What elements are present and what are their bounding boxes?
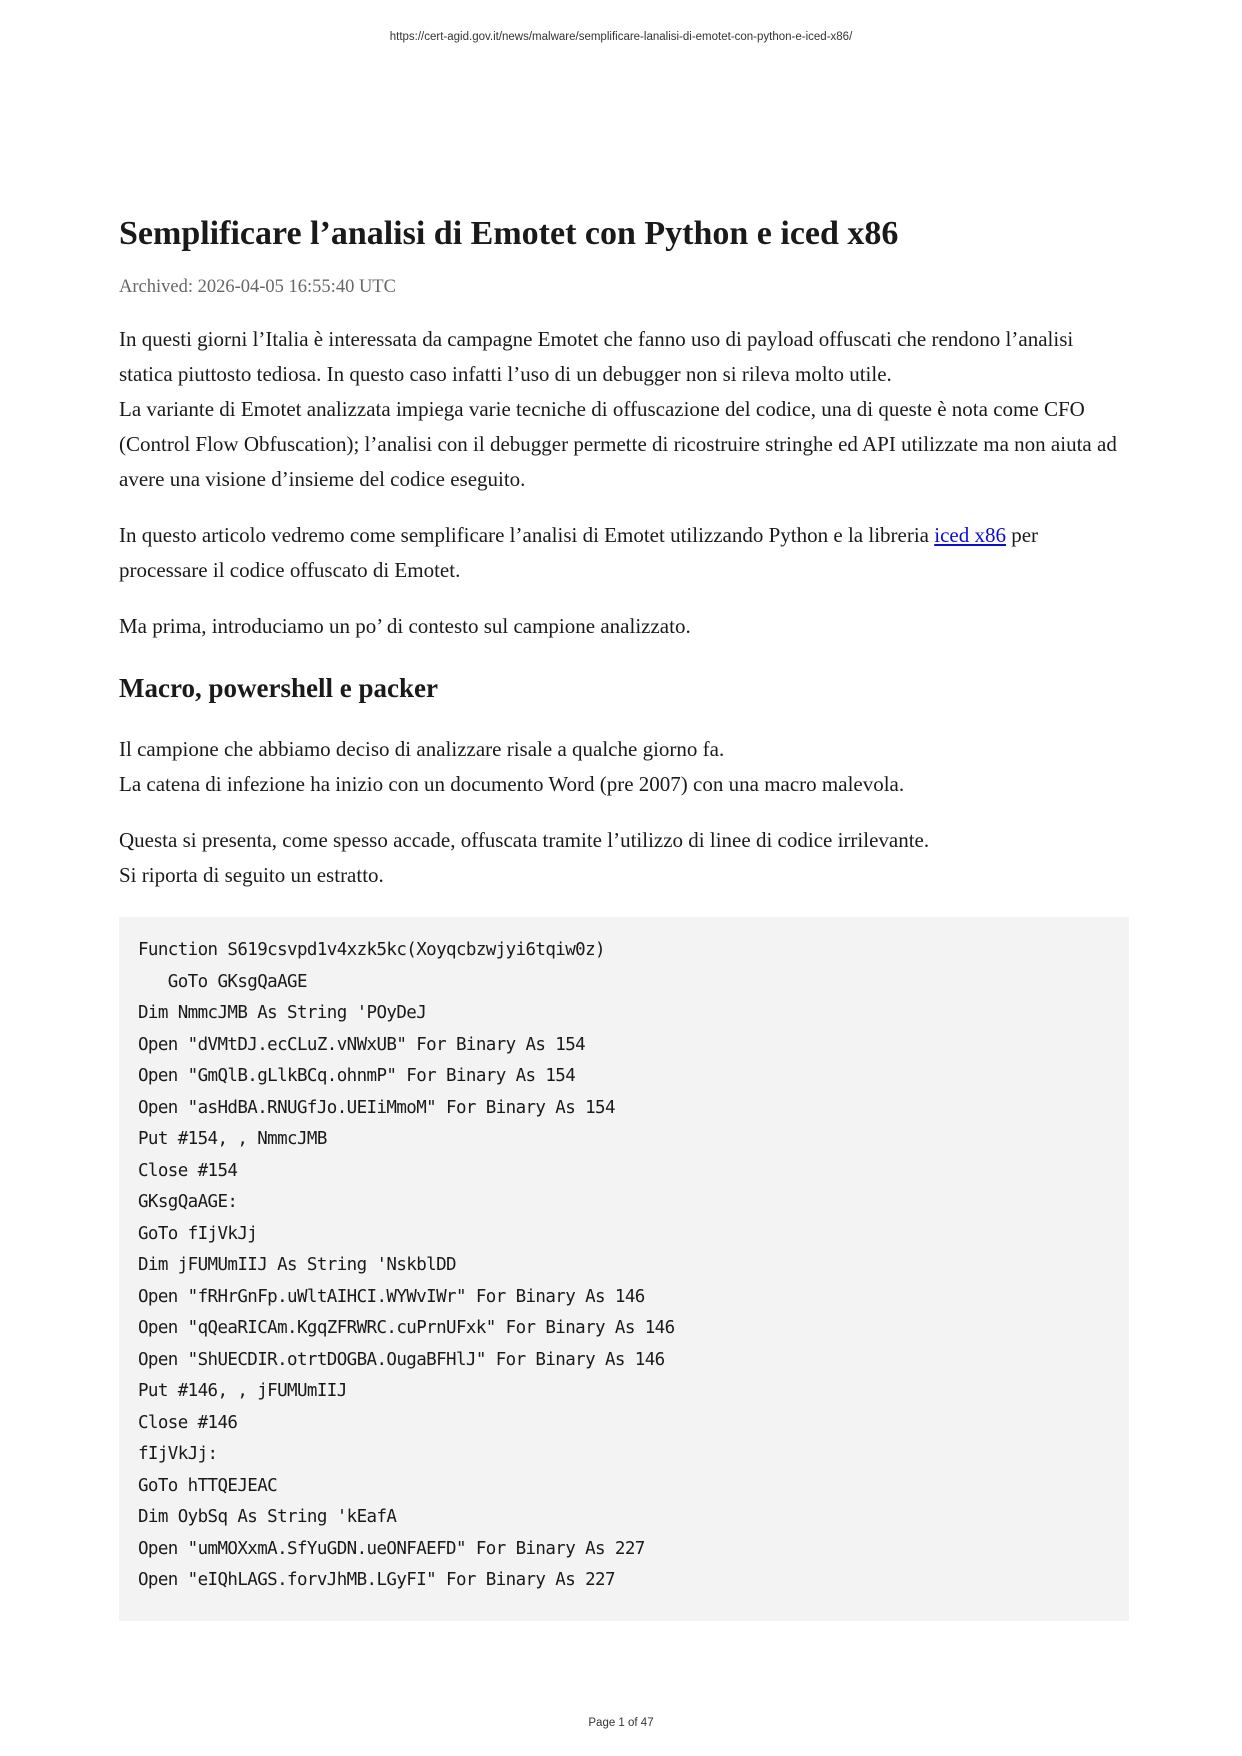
obfuscation-line-2: Si riporta di seguito un estratto. — [119, 863, 384, 887]
code-line: Open "dVMtDJ.ecCLuZ.vNWxUB" For Binary As 154 — [138, 1034, 586, 1055]
code-line: Open "ShUECDIR.otrtDOGBA.OugaBFHlJ" For Binary As 146 — [138, 1349, 665, 1370]
code-line: Put #154, , NmmcJMB — [138, 1129, 327, 1149]
context-paragraph: Ma prima, introduciamo un po’ di contesto sul campione analizzato. — [119, 614, 691, 638]
obfuscation-line-1: Questa si presenta, come spesso accade, offuscata tramite l’utilizzo di linee di codice irrilevante. — [119, 828, 930, 852]
code-line: fIjVkJj: — [138, 1444, 218, 1464]
sample-line-2: La catena di infezione ha inizio con un documento Word (pre 2007) con una macro malevola. — [119, 772, 905, 796]
code-line: GKsgQaAGE: — [138, 1192, 238, 1212]
iced-x86-link[interactable]: iced x86 — [934, 523, 1006, 547]
page-url-header: https://cert-agid.gov.it/news/malware/semplificare-lanalisi-di-emotet-con-python-e-iced-x86/ — [389, 31, 853, 43]
code-line: Open "asHdBA.RNUGfJo.UEIiMmoM" For Binary As 154 — [138, 1097, 615, 1118]
purpose-text-after-link: per processare il codice offuscato di Emotet. — [119, 523, 1039, 582]
article-content — [119, 212, 1129, 1621]
article-title: Semplificare l’analisi di Emotet con Python e iced x86 — [119, 215, 899, 252]
code-line: Open "fRHrGnFp.uWltAIHCI.WYWvIWr" For Binary As 146 — [138, 1286, 645, 1307]
code-line: Open "qQeaRICAm.KgqZFRWRC.cuPrnUFxk" For Binary As 146 — [138, 1318, 675, 1338]
section-heading-macro: Macro, powershell e packer — [119, 673, 438, 703]
vba-code-block — [119, 917, 1129, 1621]
code-line: GoTo GKsgQaAGE — [138, 971, 307, 992]
code-line: Dim NmmcJMB As String 'POyDeJ — [138, 1003, 427, 1023]
article-purpose-paragraph — [119, 518, 1129, 588]
intro-paragraph — [119, 322, 1129, 497]
obfuscation-paragraph — [119, 823, 1129, 893]
code-line: Open "eIQhLAGS.forvJhMB.LGyFI" For Binary As 227 — [138, 1570, 615, 1590]
page-number-footer: Page 1 of 47 — [588, 1717, 654, 1729]
sample-paragraph — [119, 732, 1129, 802]
code-line: Open "umMOXxmA.SfYuGDN.ueONFAEFD" For Binary As 227 — [138, 1538, 645, 1559]
code-line: Dim jFUMUmIIJ As String 'NskblDD — [138, 1255, 456, 1275]
sample-line-1: Il campione che abbiamo deciso di analizzare risale a qualche giorno fa. — [119, 737, 725, 761]
code-line: Dim OybSq As String 'kEafA — [138, 1507, 397, 1527]
code-line: Function S619csvpd1v4xzk5kc(Xoyqcbzwjyi6tqiw0z) — [138, 940, 605, 960]
archived-timestamp: Archived: 2026-04-05 16:55:40 UTC — [119, 277, 396, 297]
intro-sentence-1: In questi giorni l’Italia è interessata da campagne Emotet che fanno uso di payload offuscati che rendono l’analisi statica piuttosto tediosa. In questo caso infatti l’uso di un debugger non si rileva molto utile. — [119, 327, 1074, 386]
code-line: Close #154 — [138, 1160, 238, 1181]
code-line: Open "GmQlB.gLlkBCq.ohnmP" For Binary As 154 — [138, 1066, 576, 1086]
code-line: GoTo hTTQEJEAC — [138, 1475, 278, 1496]
intro-sentence-2: La variante di Emotet analizzata impiega varie tecniche di offuscazione del codice, una di queste è nota come CFO (Control Flow Obfuscation); l’analisi con il debugger permette di ricostruire stringhe ed API utilizzate ma non aiuta ad avere una visione d’insieme del codice eseguito. — [119, 397, 1117, 491]
code-line: Close #146 — [138, 1412, 238, 1433]
code-line: GoTo fIjVkJj — [138, 1223, 258, 1244]
purpose-text-before-link: In questo articolo vedremo come semplificare l’analisi di Emotet utilizzando Python e la libreria — [119, 523, 935, 547]
code-line: Put #146, , jFUMUmIIJ — [138, 1381, 347, 1401]
